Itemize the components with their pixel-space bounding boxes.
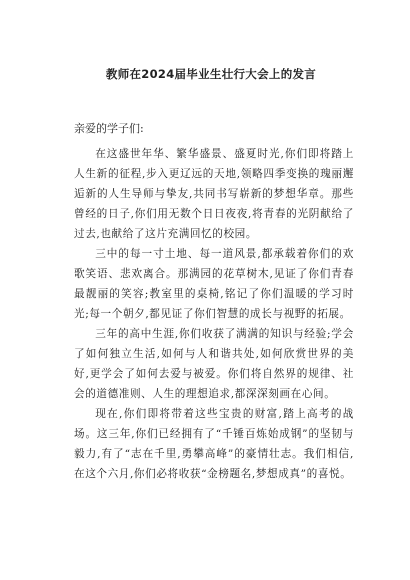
paragraph-4: 现在,你们即将带着这些宝贵的财富,踏上高考的战场。这三年,你们已经拥有了“千锤百炼始成钢”的坚韧与毅力,有了“志在千里,勇攀高峰”的豪情壮志。我们相信,在这个六月,你们必将收获“金榜题名,梦想成真”的喜悦。 [74, 408, 354, 480]
paragraph-3: 三年的高中生涯,你们收获了满满的知识与经验;学会了如何独立生活,如何与人和谐共处,如何欣赏世界的美好,更学会了如何去爱与被爱。你们将自然界的规律、社会的道德准则、人生的理想追求,都深深刻画在心间。 [74, 328, 354, 400]
paragraph-1: 在这盛世年华、繁华盛景、盛夏时光,你们即将踏上人生新的征程,步入更辽远的天地,领略四季变换的瑰丽邂逅新的人生导师与挚友,共同书写崭新的梦想华章。那些曾经的日子,你们用无数个日日夜夜,将青春的光阴献给了过去,也献给了这片充满回忆的校园。 [74, 148, 354, 240]
document-title: 教师在2024届毕业生壮行大会上的发言 [105, 67, 317, 81]
paragraph-2: 三中的每一寸土地、每一道风景,都承载着你们的欢歌笑语、悲欢离合。那满园的花草树木,见证了你们青春最靓丽的笑容;教室里的桌椅,铭记了你们温暖的学习时光;每一个朝夕,都见证了你们智慧的成长与视野的拓展。 [74, 248, 354, 320]
salutation: 亲爱的学子们: [74, 122, 144, 135]
